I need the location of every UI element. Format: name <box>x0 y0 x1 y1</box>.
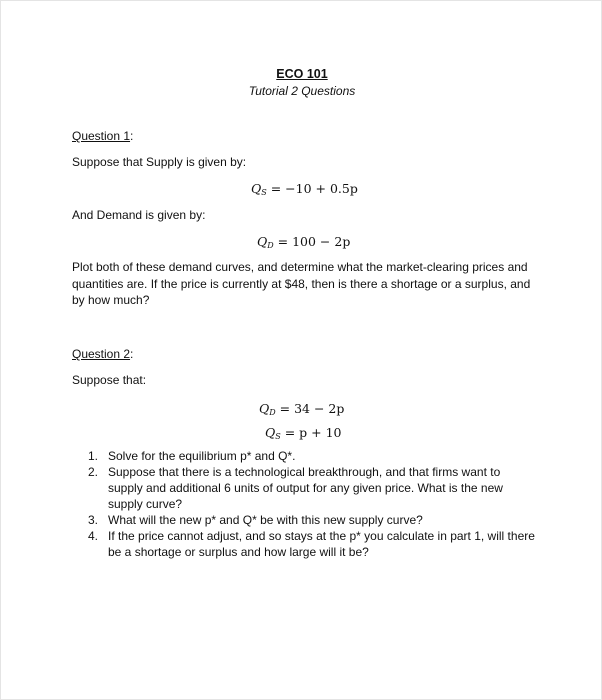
list-item-number: 1. <box>88 449 99 463</box>
list-item-number: 4. <box>88 529 99 543</box>
question-2-heading <box>72 347 133 361</box>
list-item-number: 2. <box>88 465 99 479</box>
question-2-heading-label: Question 2 <box>72 347 131 361</box>
question-1-prompt: Plot both of these demand curves, and determine what the market-clearing prices and quantities are. If the price is currently at $48, then is there a shortage or a surplus, and by how much? <box>72 260 531 307</box>
question-1-demand-equation <box>257 234 350 250</box>
question-2-supply-equation <box>265 425 341 441</box>
supply-eq-lhs: Q <box>251 181 262 196</box>
tutorial-subtitle: Tutorial 2 Questions <box>248 84 356 98</box>
demand-eq-subscript: D <box>267 241 274 250</box>
list-item-number: 3. <box>88 513 99 527</box>
demand-eq-lhs: Q <box>257 234 268 249</box>
list-item <box>88 464 538 512</box>
demand-eq-rhs: = 100 − 2p <box>273 234 351 249</box>
list-item-text: If the price cannot adjust, and so stays at the p* you calculate in part 1, will there be a shortage or surplus and how large will it be? <box>108 529 535 559</box>
list-item-text: Suppose that there is a technological breakthrough, and that firms want to supply and additional 6 units of output for any given price. What is the new supply curve? <box>108 465 503 511</box>
question-1-heading-label: Question 1 <box>72 129 131 143</box>
list-item <box>88 528 538 560</box>
list-item <box>88 448 538 464</box>
q2-supply-eq-rhs: = p + 10 <box>280 425 342 440</box>
question-1-heading-colon: : <box>130 129 134 143</box>
q2-demand-eq-rhs: = 34 − 2p <box>275 401 345 416</box>
q2-demand-eq-subscript: D <box>269 408 276 417</box>
question-1-supply-equation <box>251 181 358 197</box>
question-2-demand-equation <box>259 401 344 417</box>
list-item-text: What will the new p* and Q* be with this new supply curve? <box>108 513 423 527</box>
q2-supply-eq-lhs: Q <box>265 425 276 440</box>
question-2-heading-colon: : <box>130 347 134 361</box>
list-item-text: Solve for the equilibrium p* and Q*. <box>108 449 296 463</box>
question-1-heading <box>72 129 133 143</box>
question-1-demand-intro: And Demand is given by: <box>72 208 206 222</box>
q2-demand-eq-lhs: Q <box>259 401 270 416</box>
supply-eq-rhs: = −10 + 0.5p <box>266 181 358 196</box>
list-item <box>88 512 538 528</box>
course-title: ECO 101 <box>276 67 328 81</box>
question-2-intro: Suppose that: <box>72 373 147 387</box>
supply-eq-subscript: S <box>261 188 267 197</box>
question-1-supply-intro: Suppose that Supply is given by: <box>72 155 247 169</box>
q2-supply-eq-subscript: S <box>275 432 281 441</box>
question-2-items <box>88 448 538 560</box>
